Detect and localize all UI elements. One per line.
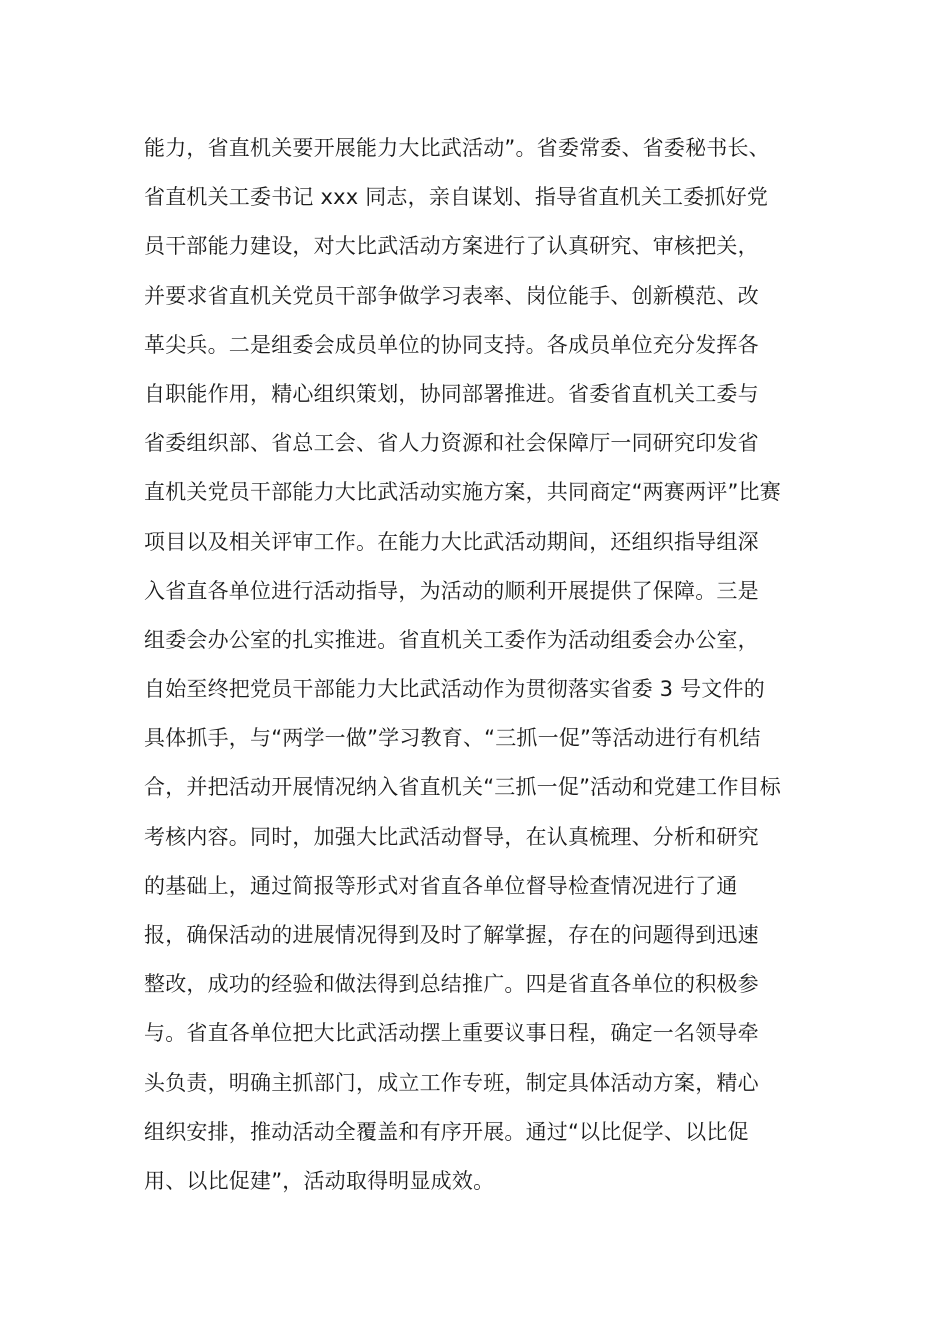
- paragraph-line: 能力，省直机关要开展能力大比武活动”。省委常委、省委秘书长、: [144, 136, 770, 160]
- paragraph-line: 直机关党员干部能力大比武活动实施方案，共同商定“两赛两评”比赛: [144, 480, 781, 505]
- paragraph-line: 员干部能力建设，对大比武活动方案进行了认真研究、审核把关，: [144, 234, 759, 259]
- paragraph-line: 用、以比促建”，活动取得明显成效。: [144, 1168, 495, 1193]
- paragraph-line: 自始至终把党员干部能力大比武活动作为贯彻落实省委 3 号文件的: [144, 677, 765, 702]
- paragraph-line: 的基础上，通过简报等形式对省直各单位督导检查情况进行了通: [144, 873, 738, 898]
- paragraph-line: 考核内容。同时，加强大比武活动督导，在认真梳理、分析和研究: [144, 824, 759, 849]
- paragraph-line: 报，确保活动的进展情况得到及时了解掌握，存在的问题得到迅速: [144, 923, 759, 947]
- paragraph-line: 头负责，明确主抓部门，成立工作专班，制定具体活动方案，精心: [144, 1070, 759, 1095]
- paragraph-line: 组织安排，推动活动全覆盖和有序开展。通过“以比促学、以比促: [144, 1119, 749, 1144]
- paragraph-line: 项目以及相关评审工作。在能力大比武活动期间，还组织指导组深: [144, 529, 759, 554]
- paragraph-line: 具体抓手，与“两学一做”学习教育、“三抓一促”等活动进行有机结: [144, 726, 761, 751]
- paragraph-line: 合，并把活动开展情况纳入省直机关“三抓一促”活动和党建工作目标: [144, 775, 781, 800]
- paragraph-line: 并要求省直机关党员干部争做学习表率、岗位能手、创新模范、改: [144, 283, 759, 308]
- paragraph-line: 省委组织部、省总工会、省人力资源和社会保障厅一同研究印发省: [144, 431, 759, 456]
- paragraph-line: 省直机关工委书记 xxx 同志，亲自谋划、指导省直机关工委抓好党: [144, 185, 769, 210]
- paragraph-line: 整改，成功的经验和做法得到总结推广。四是省直各单位的积极参: [144, 972, 759, 997]
- paragraph-line: 革尖兵。二是组委会成员单位的协同支持。各成员单位充分发挥各: [144, 332, 759, 357]
- paragraph-line: 自职能作用，精心组织策划，协同部署推进。省委省直机关工委与: [144, 381, 759, 406]
- paragraph-line: 组委会办公室的扎实推进。省直机关工委作为活动组委会办公室，: [144, 627, 759, 652]
- paragraph-line: 与。省直各单位把大比武活动摆上重要议事日程，确定一名领导牵: [144, 1021, 759, 1046]
- body-paragraph: [144, 124, 816, 1206]
- paragraph-line: 入省直各单位进行活动指导，为活动的顺利开展提供了保障。三是: [144, 578, 759, 603]
